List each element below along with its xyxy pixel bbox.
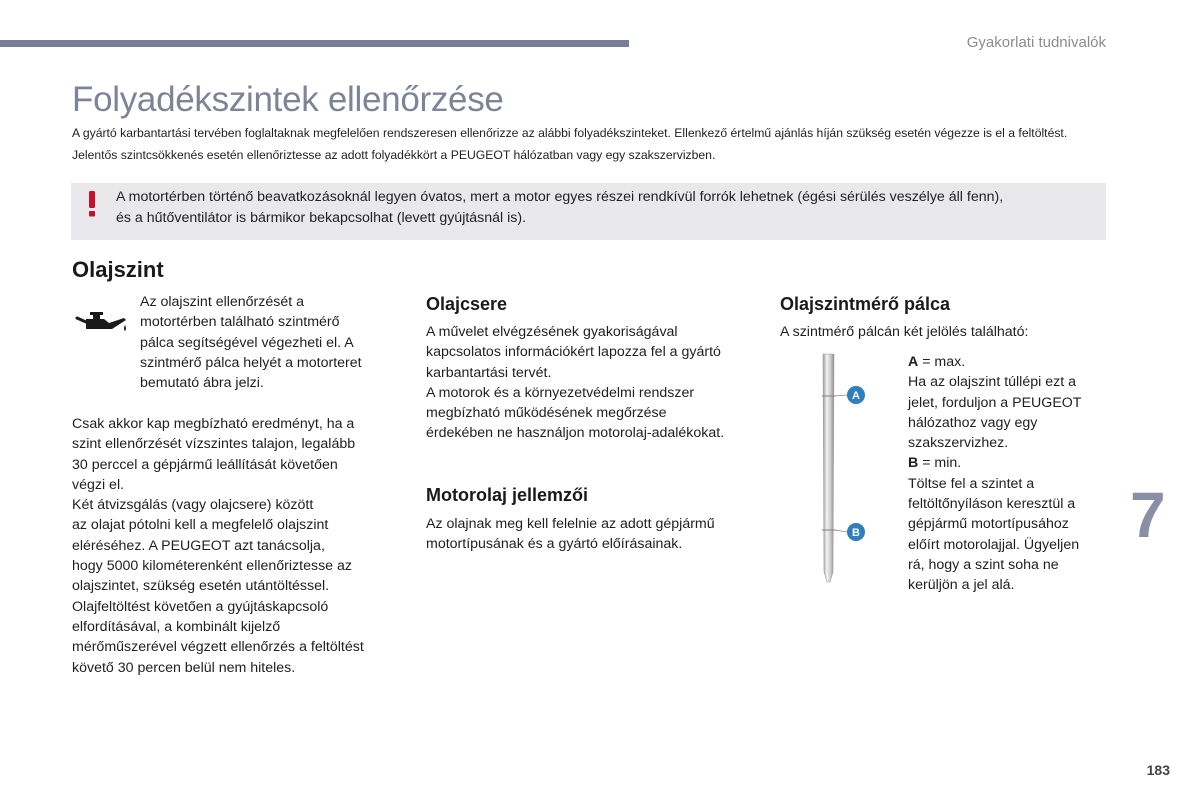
warning-text — [116, 187, 1091, 229]
warning-line: és a hűtőventilátor is bármikor bekapcsolhat (levett gyújtásnál is). — [116, 210, 527, 226]
text-line: eléréséhez. A PEUGEOT azt tanácsolja, — [72, 537, 325, 554]
text-line: motortípusának és a gyártó előírásainak. — [426, 536, 683, 553]
section-name: Gyakorlati tudnivalók — [966, 34, 1106, 51]
oil-level-body — [72, 414, 412, 678]
intro-line: Jelentős szintcsökkenés esetén ellenőriztesse az adott folyadékkört a PEUGEOT hálózatban vagy egy szakszervizben. — [72, 148, 716, 162]
oil-can-icon — [74, 309, 128, 344]
warning-line: A motortérben történő beavatkozásoknál legyen óvatos, mert a motor egyes részei rendkívül forrók lehetnek (égési sérülés veszélye áll fenn), — [116, 189, 1004, 205]
marker-a-value: = max. — [918, 354, 966, 370]
dipstick-heading: Olajszintmérő pálca — [780, 294, 951, 314]
marker-b-badge — [847, 523, 865, 541]
oil-spec-body — [426, 514, 766, 555]
intro-text — [72, 122, 1132, 166]
text-line: előírt motorolajjal. Ügyeljen — [908, 536, 1080, 553]
text-line: pálca segítségével végezheti el. A — [140, 334, 354, 351]
text-line: mérőműszerével végzett ellenőrzés a feltöltést — [72, 639, 364, 656]
text-line: A művelet elvégzésének gyakoriságával — [426, 324, 678, 340]
oil-level-icon-text — [140, 292, 400, 393]
text-line: megbízható működésének megőrzése — [426, 405, 667, 422]
text-line: Az olajnak meg kell felelnie az adott gépjármű — [426, 516, 715, 532]
text-line: Ha az olajszint túllépi ezt a — [908, 374, 1076, 391]
chapter-number: 7 — [1130, 479, 1166, 551]
oil-level-heading: Olajszint — [72, 257, 164, 282]
text-line: szakszervizhez. — [908, 435, 1009, 452]
text-line: Csak akkor kap megbízható eredményt, ha a — [72, 416, 355, 432]
text-line: szintmérő pálca helyét a motorteret — [140, 354, 362, 371]
header-accent-bar — [0, 40, 629, 47]
oil-change-body — [426, 322, 766, 444]
text-line: kerüljön a jel alá. — [908, 577, 1015, 594]
text-line: jelet, forduljon a PEUGEOT — [908, 394, 1082, 411]
text-line: olajszintet, szükség esetén utántöltéssel. — [72, 578, 330, 595]
text-line: érdekében ne használjon motorolaj-adalékokat. — [426, 425, 725, 442]
text-line: kapcsolatos információkért lapozza fel a gyártó — [426, 344, 721, 361]
exclamation-icon — [87, 191, 97, 222]
text-line: hálózathoz vagy egy — [908, 414, 1038, 431]
oil-change-heading: Olajcsere — [426, 294, 508, 314]
text-line: hogy 5000 kilométerenként ellenőriztesse az — [72, 558, 352, 575]
text-line: 30 perccel a gépjármű leállítását követően — [72, 456, 338, 473]
text-line: Töltse fel a szintet a — [908, 475, 1035, 492]
text-line: szint ellenőrzését vízszintes talajon, legalább — [72, 436, 356, 453]
text-line: karbantartási tervét. — [426, 364, 552, 381]
marker-b-key: B — [908, 455, 919, 472]
text-line: végzi el. — [72, 476, 125, 493]
warning-box — [71, 183, 1106, 240]
text-line: feltöltőnyíláson keresztül a — [908, 496, 1076, 513]
dipstick-illustration — [812, 352, 872, 589]
page-number: 183 — [1146, 762, 1170, 778]
text-line: A motorok és a környezetvédelmi rendszer — [426, 384, 695, 401]
text-line: elfordításával, a kombinált kijelző — [72, 618, 281, 635]
text-line: bemutató ábra jelzi. — [140, 375, 264, 392]
marker-b-value: = min. — [918, 455, 962, 472]
oil-spec-heading: Motorolaj jellemzői — [426, 485, 589, 505]
dipstick-markings — [908, 352, 1113, 596]
text-line: az olajat pótolni kell a megfelelő olajszint — [72, 517, 329, 534]
text-line: Az olajszint ellenőrzését a — [140, 294, 305, 310]
intro-line: A gyártó karbantartási tervében foglaltaknak megfelelően rendszeresen ellenőrizze az alábbi folyadékszinteket. Ellenkező értelmű ajánlás híján szükség esetén végezze is el a feltöltést. — [72, 126, 1068, 140]
marker-a-badge — [847, 386, 865, 404]
text-line: motortérben található szintmérő — [140, 314, 340, 331]
text-line: Két átvizsgálás (vagy olajcsere) között — [72, 497, 314, 514]
page-title: Folyadékszintek ellenőrzése — [72, 80, 504, 119]
text-line: Olajfeltöltést követően a gyújtáskapcsoló — [72, 598, 329, 615]
marker-a-definition — [908, 352, 1113, 372]
text-line: gépjármű motortípusához — [908, 516, 1069, 533]
marker-a-key: A — [908, 354, 919, 370]
dipstick-intro: A szintmérő pálcán két jelölés található: — [780, 324, 1029, 340]
marker-b-label: B — [852, 527, 860, 539]
text-line: követő 30 percen belül nem hiteles. — [72, 659, 296, 676]
marker-b-definition — [908, 453, 1113, 473]
text-line: rá, hogy a szint soha ne — [908, 556, 1059, 573]
marker-a-label: A — [852, 390, 860, 402]
